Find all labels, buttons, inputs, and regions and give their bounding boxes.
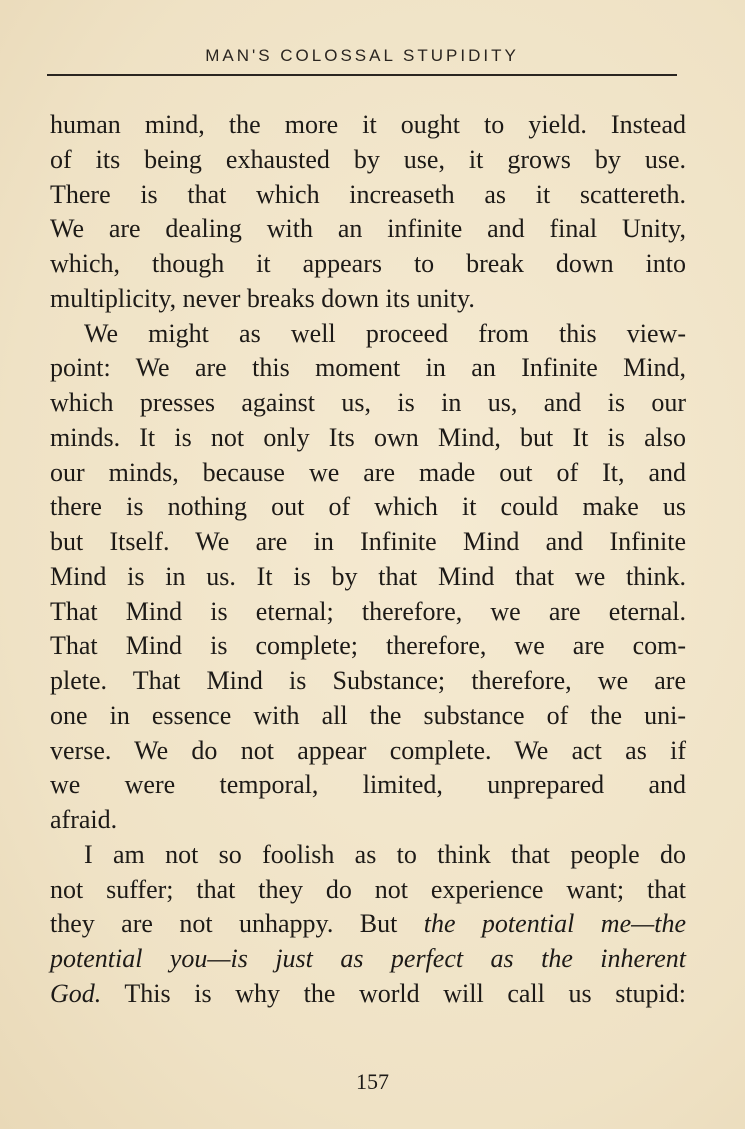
text-line: which, though it appears to break down into <box>50 249 686 278</box>
text-line: one in essence with all the substance of the uni- <box>50 700 686 730</box>
running-head: MAN'S COLOSSAL STUPIDITY <box>205 46 519 65</box>
text-line: We are dealing with an infinite and final Unity, <box>50 214 686 244</box>
text-line: I am not so foolish as to think that people do <box>84 839 686 869</box>
text-line: That Mind is eternal; therefore, we are eternal. <box>50 596 686 626</box>
text-line: point: We are this moment in an Infinite Mind, <box>50 353 686 383</box>
italic-run: the potential me—the <box>423 909 686 939</box>
text-line: not suffer; that they do not experience want; that <box>50 874 686 904</box>
text-line: human mind, the more it ought to yield. Instead <box>50 110 686 139</box>
text-line: there is nothing out of which it could make us <box>50 492 686 522</box>
text-line: afraid. <box>50 805 118 834</box>
text-line: We might as well proceed from this view- <box>84 318 686 348</box>
text-line: plete. That Mind is Substance; therefore, we are <box>50 666 686 695</box>
text-line: we were temporal, limited, unprepared and <box>50 770 686 800</box>
text-line-mixed <box>50 907 686 942</box>
roman-run: This is why the world will call us stupid: <box>101 978 686 1008</box>
text-line: That Mind is complete; therefore, we are com- <box>50 631 686 661</box>
text-line: but Itself. We are in Infinite Mind and Infinite <box>50 527 686 556</box>
text-line: multiplicity, never breaks down its unity. <box>50 283 475 313</box>
roman-run: they are not unhappy. But <box>50 909 424 939</box>
page-number: 157 <box>356 1069 389 1094</box>
text-line: verse. We do not appear complete. We act as if <box>50 735 686 765</box>
text-line: which presses against us, is in us, and is our <box>50 388 686 417</box>
text-line: There is that which increaseth as it scattereth. <box>50 179 686 209</box>
body-text <box>50 108 686 1012</box>
italic-run: God. <box>50 978 102 1008</box>
text-line: minds. It is not only Its own Mind, but It is also <box>50 422 686 452</box>
text-line-mixed <box>50 977 686 1012</box>
header-rule <box>47 74 677 76</box>
text-line-italic: potential you—is just as perfect as the inherent <box>50 944 686 973</box>
text-line: of its being exhausted by use, it grows by use. <box>50 144 686 174</box>
text-line: our minds, because we are made out of It, and <box>50 457 686 487</box>
text-line: Mind is in us. It is by that Mind that we think. <box>50 561 686 591</box>
